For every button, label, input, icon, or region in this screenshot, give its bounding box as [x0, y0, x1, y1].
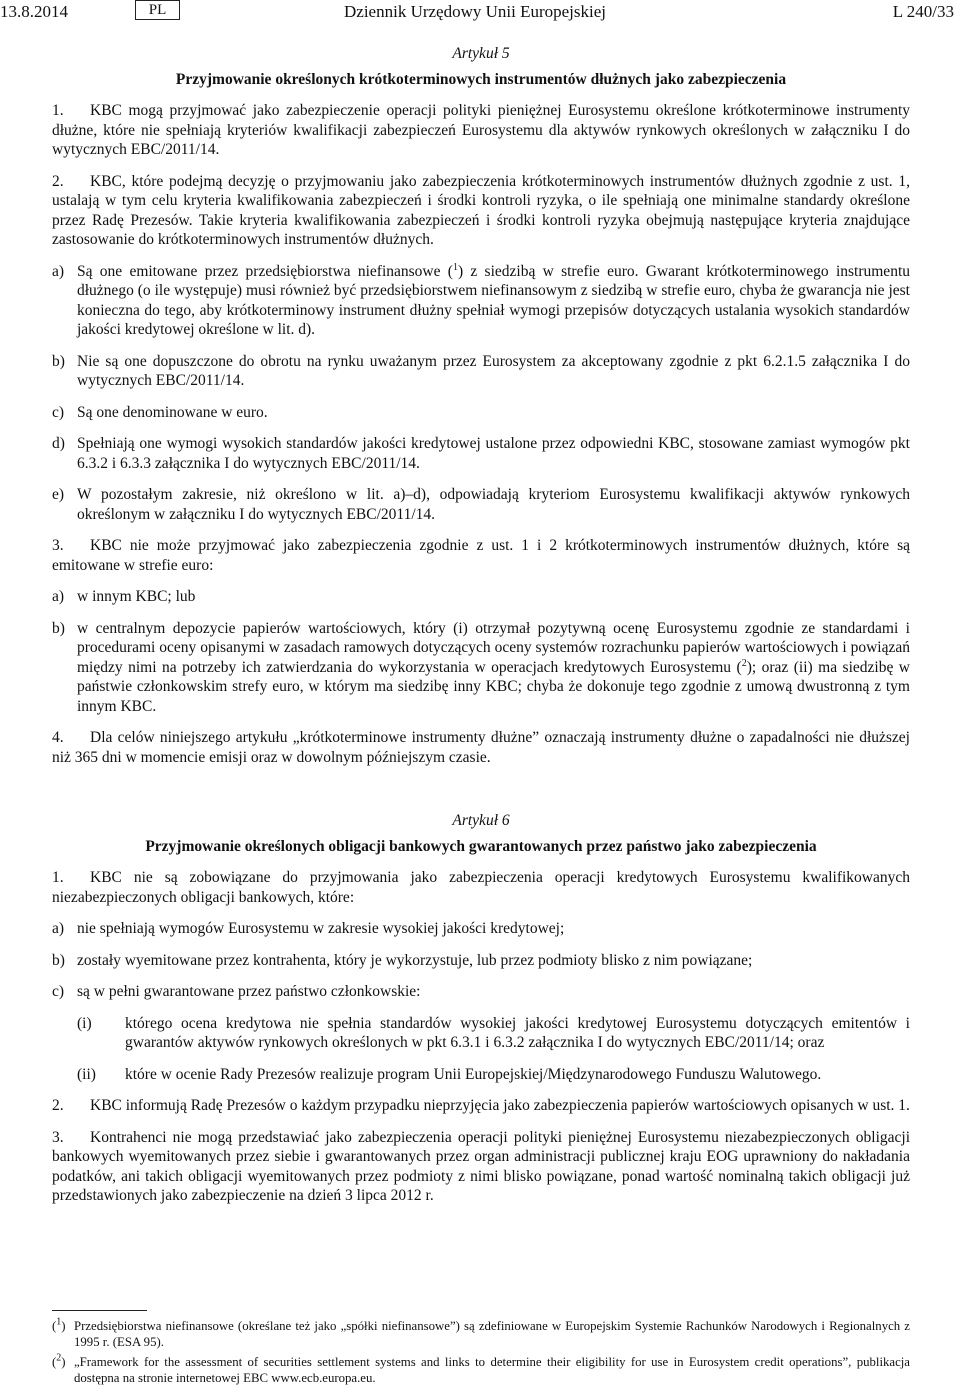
article-6-label: Artykuł 6: [452, 812, 510, 829]
paragraph-text: Dla celów niniejszego artykułu „krótkoterminowe instrumenty dłużne” oznaczają instrumenty dłużne o zapadalności nie dłuższej niż 365 dni w momencie emisji oraz w dowolnym późniejszym czasie.: [52, 729, 910, 766]
item-text: Są one emitowane przez przedsiębiorstwa niefinansowe (: [77, 262, 453, 280]
article-5-label: Artykuł 5: [452, 45, 510, 62]
item-text: Nie są one dopuszczone do obrotu na rynku uważanym przez Eurosystem za akceptowany zgodnie z pkt 6.2.1.5 załącznika I do wytycznych EBC/2011/14.: [77, 352, 910, 389]
footnote-2: [52, 1354, 910, 1386]
art6-item-c: [52, 982, 910, 1002]
item-text: są w pełni gwarantowane przez państwo członkowskie:: [77, 983, 421, 1000]
art6-item-a: [52, 919, 910, 939]
footnote-ref-2[interactable]: 2: [741, 657, 747, 669]
paragraph-number: 3.: [52, 1128, 64, 1146]
art5-item-a: [52, 262, 910, 340]
item-text: W pozostałym zakresie, niż określono w lit. a)–d), odpowiadają kryteriom Eurosystemu kwalifikacji aktywów rynkowych określonym w załączniku I do wytycznych EBC/2011/14.: [77, 486, 910, 523]
item-text-cont: ) z siedzibą w strefie euro. Gwarant krótkoterminowego instrumentu dłużnego (o ile występuje) musi również być przedsiębiorstwem niefinansowym z siedzibą w strefie euro, chyba że gwarancja nie jest konieczna do tego, aby krótkoterminowy instrument dłużny spełniał wymogi przepisów dotyczących ustalania wysokich standardów jakości kredytowej określone w lit. d).: [77, 262, 910, 338]
item-text: Spełniają one wymogi wysokich standardów jakości kredytowej ustalone przez odpowiedni KBC, stosowane zamiast wymogów pkt 6.3.2 i 6.3.3 załącznika I do wytycznych EBC/2011/14.: [77, 435, 910, 472]
language-box: PL: [135, 0, 180, 20]
item-label: b): [52, 352, 65, 370]
footnote-label: ($^2$): [52, 1352, 66, 1369]
subitem-text: które w ocenie Rady Prezesów realizuje program Unii Europejskiej/Międzynarodowego Funduszu Walutowego.: [125, 1065, 822, 1083]
document-body: [52, 44, 910, 1206]
art5-paragraph-2: [52, 172, 910, 250]
paragraph-text: KBC informują Radę Prezesów o każdym przypadku nieprzyjęcia jako zabezpieczenia papierów wartościowych opisanych w ust. 1.: [90, 1097, 910, 1114]
art6-paragraph-1: [52, 868, 910, 907]
art5-item-e: [52, 485, 910, 524]
page-reference: L 240/33: [892, 2, 954, 21]
art5-paragraph-1: [52, 101, 910, 160]
art5-item-b: [52, 352, 910, 391]
article-6-title: Przyjmowanie określonych obligacji bankowych gwarantowanych przez państwo jako zabezpieczenia: [145, 837, 817, 855]
item-text-cont: ); oraz (ii) ma siedzibę w państwie członkowskim strefy euro, w którym ma siedzibę inny KBC; chyba że dokonuje tego zgodnie z umową dwustronną z tym innym KBC.: [77, 658, 910, 715]
item-text: Są one denominowane w euro.: [77, 403, 268, 421]
subitem-text: którego ocena kredytowa nie spełnia standardów wysokiej jakości kredytowej Eurosystemu dotyczących emitentów i gwarantów aktywów rynkowych określonych w pkt 6.3.1 i 6.3.2 załącznika I do wytycznych EBC/2011/14; oraz: [125, 1014, 910, 1051]
art5-p3-item-a: [52, 587, 910, 607]
art5-item-d: [52, 434, 910, 473]
item-label: b): [52, 951, 65, 969]
art6-item-b: [52, 951, 910, 971]
item-label: a): [52, 262, 65, 280]
paragraph-text: KBC nie może przyjmować jako zabezpieczenia zgodnie z ust. 1 i 2 krótkoterminowych instrumentów dłużnych, które są emitowane w strefie euro:: [52, 537, 910, 574]
paragraph-number: 2.: [52, 1097, 64, 1114]
subitem-label: (i): [77, 1014, 92, 1032]
paragraph-number: 2.: [52, 172, 64, 190]
item-label: c): [52, 403, 65, 421]
item-label: b): [52, 619, 65, 637]
footnote-label: ($^1$): [52, 1316, 66, 1333]
art6-subitem-ii: [77, 1065, 910, 1085]
art5-paragraph-3: [52, 536, 910, 575]
item-text: w centralnym depozycie papierów wartościowych, który (i) otrzymał pozytywną ocenę Eurosystemu zgodnie ze standardami i procedurami oceny opisanymi w zasadach ramowych dotyczących oceny systemów rozrachunku papierów wartościowych i powiązań między nimi na potrzeby ich zatwierdzania do wykorzystania w operacjach kredytowych Eurosystemu (: [77, 619, 910, 676]
art6-subitem-i: [77, 1014, 910, 1053]
item-text: nie spełniają wymogów Eurosystemu w zakresie wysokiej jakości kredytowej;: [77, 920, 565, 937]
footnote-text: „Framework for the assessment of securities settlement systems and links to determine their eligibility for use in Eurosystem credit operations”, publikacja dostępna na stronie internetowej EBC www.ecb.europa.eu.: [74, 1355, 910, 1385]
art5-item-c: [52, 403, 910, 423]
subitem-label: (ii): [77, 1065, 96, 1083]
paragraph-number: 1.: [52, 102, 64, 119]
footnote-ref-1[interactable]: 1: [452, 261, 458, 273]
item-label: a): [52, 920, 65, 937]
item-label: a): [52, 588, 65, 605]
paragraph-number: 1.: [52, 869, 64, 886]
footnote-1: [52, 1318, 910, 1350]
item-label: c): [52, 983, 65, 1000]
art5-paragraph-4: [52, 728, 910, 767]
paragraph-number: 3.: [52, 537, 64, 554]
paragraph-text: Kontrahenci nie mogą przedstawiać jako zabezpieczenia operacji polityki pieniężnej Eurosystemu niezabezpieczonych obligacji bankowych wyemitowanych przez siebie i gwarantowanych przez organ administracji publicznej kraju EOG uprawniony do nakładania podatków, ani takich obligacji wyemitowanych przez podmioty z nimi blisko powiązane, ponad wartość nominalną takich obligacji już przedstawionych jako zabezpieczenie na dzień 3 lipca 2012 r.: [52, 1128, 910, 1204]
article-5-title: Przyjmowanie określonych krótkoterminowych instrumentów dłużnych jako zabezpieczenia: [175, 70, 787, 88]
paragraph-text: KBC nie są zobowiązane do przyjmowania jako zabezpieczenia operacji kredytowych Eurosystemu kwalifikowanych niezabezpieczonych obligacji bankowych, które:: [52, 869, 910, 906]
page-header: [0, 0, 960, 24]
journal-title: Dziennik Urzędowy Unii Europejskiej: [344, 2, 607, 21]
footnote-separator: [52, 1310, 147, 1311]
paragraph-text: KBC mogą przyjmować jako zabezpieczenie operacji polityki pieniężnej Eurosystemu określone krótkoterminowe instrumenty dłużne, które nie spełniają kryteriów kwalifikacji zabezpieczeń Eurosystemu dla aktywów rynkowych określonych w załączniku I do wytycznych EBC/2011/14.: [52, 102, 910, 158]
art5-p3-item-b: [52, 619, 910, 717]
item-text: w innym KBC; lub: [77, 588, 196, 605]
item-label: d): [52, 435, 65, 452]
publication-date: 13.8.2014: [0, 2, 68, 21]
item-text: zostały wyemitowane przez kontrahenta, który je wykorzystuje, lub przez podmioty blisko z nim powiązane;: [77, 951, 753, 969]
footnote-text: Przedsiębiorstwa niefinansowe (określane też jako „spółki niefinansowe”) są zdefiniowane w Europejskim Systemie Rachunków Narodowych i Regionalnych z 1995 r. (ESA 95).: [74, 1319, 910, 1349]
art6-paragraph-2: [52, 1096, 910, 1116]
paragraph-number: 4.: [52, 729, 64, 746]
art6-paragraph-3: [52, 1128, 910, 1206]
item-label: e): [52, 486, 65, 503]
paragraph-text: KBC, które podejmą decyzję o przyjmowaniu jako zabezpieczenia krótkoterminowych instrumentów dłużnych zgodnie z ust. 1, ustalają w tym celu kryteria kwalifikowania zabezpieczeń i środki kontroli ryzyka, o ile spełniają one minimalne standardy określone przez Radę Prezesów. Takie kryteria kwalifikowania zabezpieczeń i środki kontroli ryzyka obejmują następujące kryteria znajdujące zastosowanie do krótkoterminowych instrumentów dłużnych.: [52, 172, 910, 248]
footnotes: [52, 1318, 910, 1390]
